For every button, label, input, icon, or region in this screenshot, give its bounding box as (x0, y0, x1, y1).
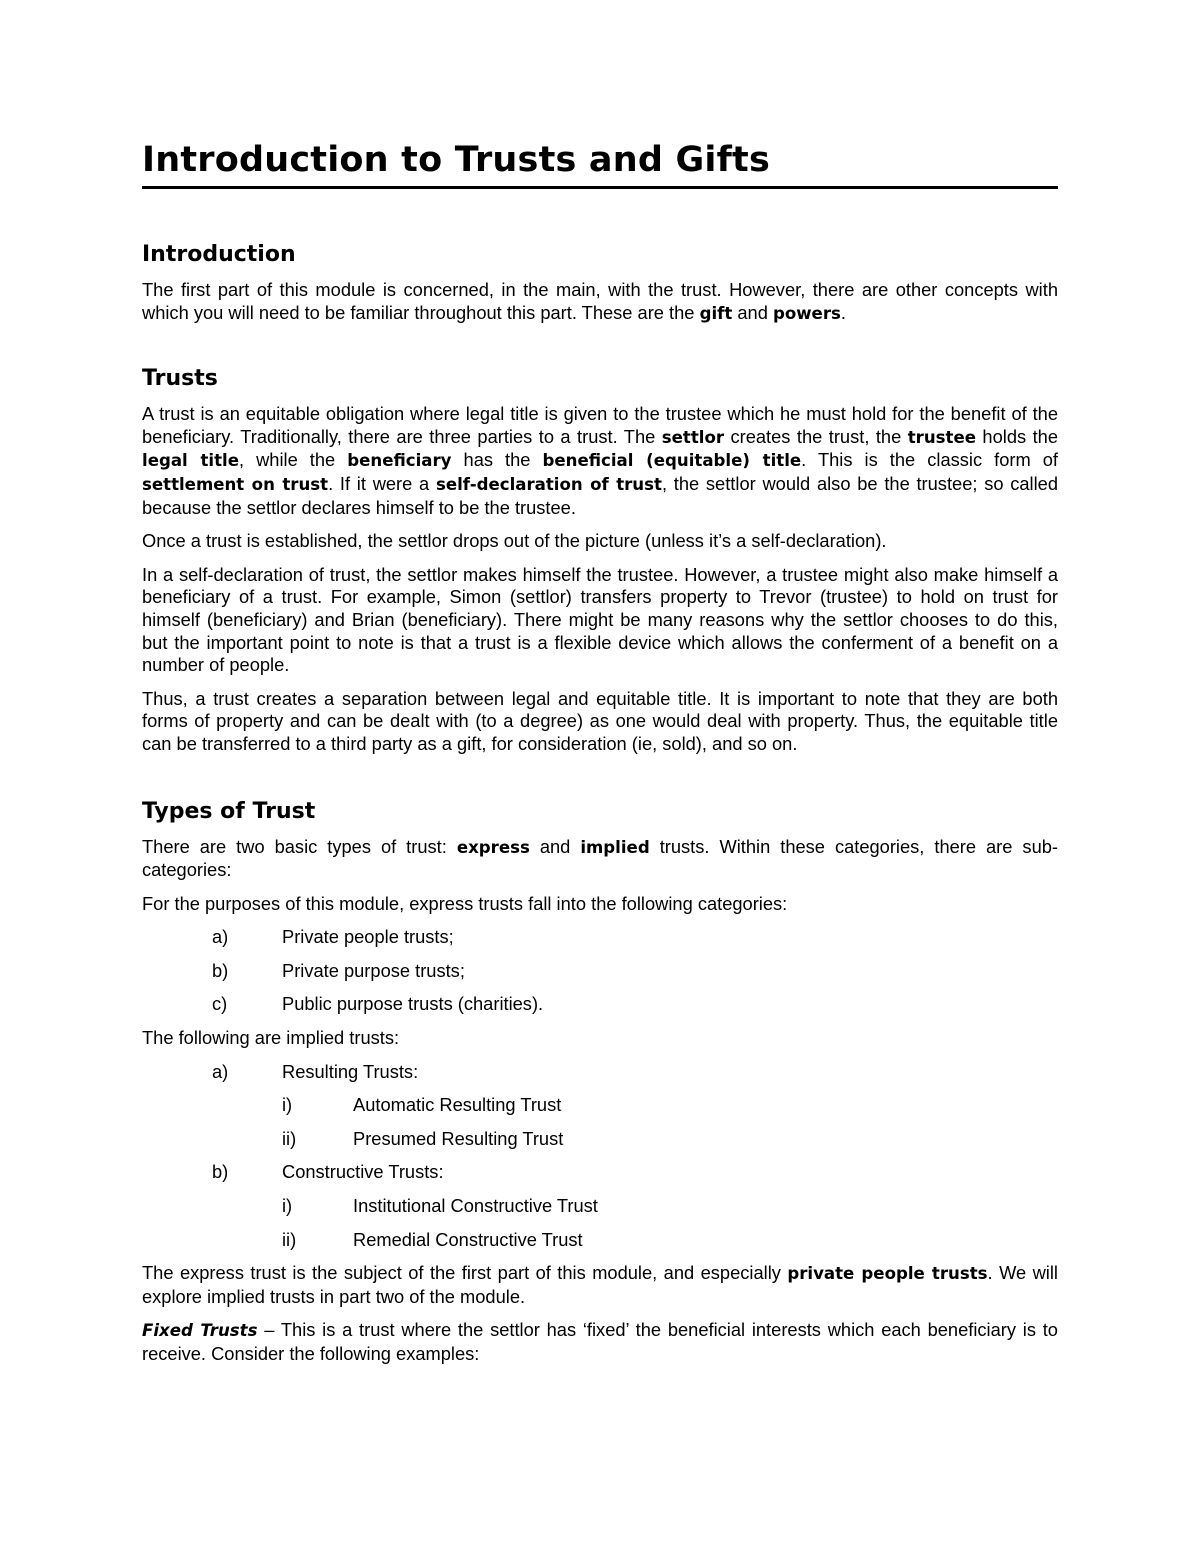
list-item: b) Constructive Trusts: (212, 1161, 444, 1183)
sub-list-item: ii) Presumed Resulting Trust (282, 1127, 564, 1149)
fixed-trusts-paragraph: Fixed Trusts – This is a trust where the settlor has ‘fixed’ the beneficial interests which each beneficiary is to receive. Consider the following examples: (142, 1319, 1058, 1364)
trusts-paragraph-1: A trust is an equitable obligation where legal title is given to the trustee which he must hold for the benefit of the beneficiary. Traditionally, there are three parties to a trust. The settlor creates the trust, the trustee holds the legal title, while the beneficiary has the beneficial (equitable) title. This is the classic form of settlement on trust. If it were a self-declaration of trust, the settlor would also be the trustee; so called because the settlor declares himself to be the trustee. (142, 403, 1059, 518)
intro-paragraph: The first part of this module is concerned, in the main, with the trust. However, there are other concepts with which you will need to be familiar throughout this part. These are the gift and powers. (142, 279, 1058, 323)
list-item: a) Private people trusts; (212, 926, 454, 948)
types-paragraph-4: The express trust is the subject of the first part of this module, and especially private people trusts. We will explore implied trusts in part two of the module. (142, 1262, 1058, 1307)
trusts-paragraph-4: Thus, a trust creates a separation between legal and equitable title. It is important to note that they are both forms of property and can be dealt with (to a degree) as one would deal with property. Thus, the equitable title can be transferred to a third party as a gift, for consideration (ie, sold), and so on. (142, 687, 1058, 754)
types-paragraph-3: The following are implied trusts: (142, 1027, 400, 1049)
list-item: b) Private purpose trusts; (212, 959, 465, 981)
trusts-paragraph-3: In a self-declaration of trust, the settlor makes himself the trustee. However, a trustee might also make himself a beneficiary of a trust. For example, Simon (settlor) transfers property to Trevor (trustee) to hold on trust for himself (beneficiary) and Brian (beneficiary). There might be many reasons why the settlor chooses to do this, but the important point to note is that a trust is a flexible device which allows the conferment of a benefit on a number of people. (142, 563, 1058, 676)
list-item: c) Public purpose trusts (charities). (212, 993, 544, 1015)
heading-types-of-trust: Types of Trust (142, 798, 316, 824)
types-paragraph-2: For the purposes of this module, express trusts fall into the following categories: (142, 892, 788, 914)
list-item: a) Resulting Trusts: (212, 1060, 419, 1082)
trusts-paragraph-2: Once a trust is established, the settlor drops out of the picture (unless it’s a self-declaration). (142, 530, 887, 552)
sub-list-item: i) Institutional Constructive Trust (282, 1195, 598, 1217)
types-paragraph-1: There are two basic types of trust: express and implied trusts. Within these categories, there are sub-categories: (142, 835, 1058, 881)
sub-list-item: i) Automatic Resulting Trust (282, 1094, 562, 1116)
document-title: Introduction to Trusts and Gifts (142, 138, 1058, 189)
document-content (142, 138, 1058, 1366)
heading-introduction: Introduction (142, 242, 296, 267)
heading-trusts: Trusts (142, 366, 218, 392)
sub-list-item: ii) Remedial Constructive Trust (282, 1228, 583, 1250)
